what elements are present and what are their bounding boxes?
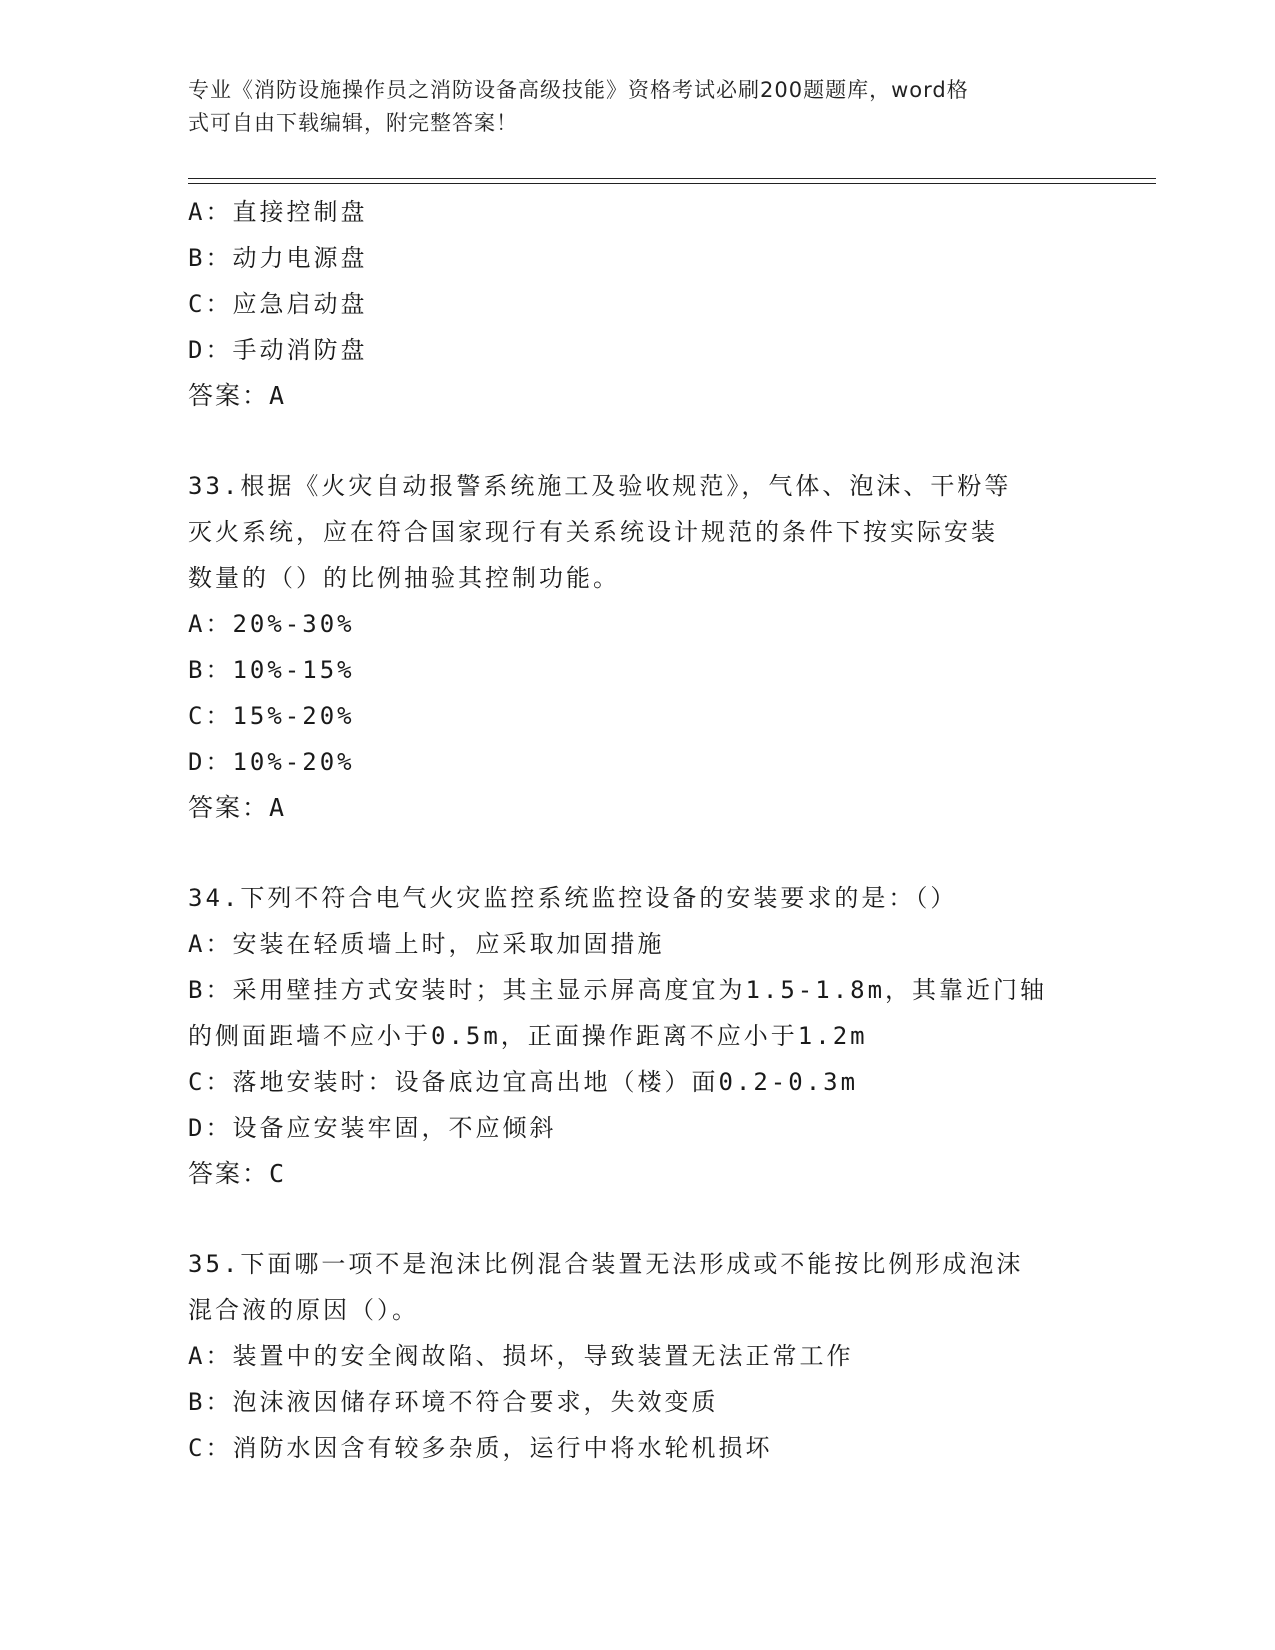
option-b: B：动力电源盘: [188, 244, 368, 272]
question-stem: 灭火系统，应在符合国家现行有关系统设计规范的条件下按实际安装: [188, 518, 998, 546]
option-b-continued: 的侧面距墙不应小于0.5m，正面操作距离不应小于1.2m: [188, 1022, 868, 1050]
answer-label: 答案：: [188, 793, 270, 822]
answer-label: 答案：: [188, 381, 270, 410]
answer-line: [188, 785, 1088, 831]
question-stem: 33.根据《火灾自动报警系统施工及验收规范》，气体、泡沫、干粉等: [188, 472, 1012, 500]
question-stem: 数量的（）的比例抽验其控制功能。: [188, 564, 620, 592]
question-32: [188, 189, 1088, 419]
option-c: C：落地安装时：设备底边宜高出地（楼）面0.2-0.3m: [188, 1068, 859, 1096]
question-stem: 34.下列不符合电气火灾监控系统监控设备的安装要求的是：（）: [188, 884, 958, 912]
option-c: C：应急启动盘: [188, 290, 368, 318]
option-b: B：采用壁挂方式安装时；其主显示屏高度宜为1.5-1.8m，其靠近门轴: [188, 976, 1048, 1004]
header-divider: [188, 178, 1156, 179]
answer-value: A: [269, 793, 287, 822]
question-stem: 35.下面哪一项不是泡沫比例混合装置无法形成或不能按比例形成泡沫: [188, 1250, 1024, 1278]
option-d: D：10%-20%: [188, 748, 355, 776]
answer-value: C: [269, 1159, 287, 1188]
question-34: [188, 875, 1088, 1197]
option-c: C：15%-20%: [188, 702, 355, 730]
option-a: A：直接控制盘: [188, 198, 368, 226]
option-c: C：消防水因含有较多杂质，运行中将水轮机损坏: [188, 1434, 773, 1462]
question-stem: 混合液的原因（）。: [188, 1296, 419, 1324]
question-list: [188, 189, 1088, 1471]
header-line: 式可自由下载编辑，附完整答案！: [188, 111, 518, 135]
option-a: A：安装在轻质墙上时，应采取加固措施: [188, 930, 665, 958]
question-35: [188, 1241, 1088, 1471]
answer-label: 答案：: [188, 1159, 270, 1188]
option-a: A：20%-30%: [188, 610, 355, 638]
header-line: 专业《消防设施操作员之消防设备高级技能》资格考试必刷200题题库，word格: [188, 78, 969, 102]
answer-line: [188, 373, 1088, 419]
option-d: D：设备应安装牢固，不应倾斜: [188, 1114, 557, 1142]
answer-value: A: [269, 381, 287, 410]
option-d: D：手动消防盘: [188, 336, 368, 364]
question-33: [188, 463, 1088, 831]
header-divider: [188, 183, 1156, 184]
option-a: A：装置中的安全阀故陷、损坏，导致装置无法正常工作: [188, 1342, 854, 1370]
option-b: B：泡沫液因储存环境不符合要求，失效变质: [188, 1388, 719, 1416]
answer-line: [188, 1151, 1088, 1197]
option-b: B：10%-15%: [188, 656, 355, 684]
document-header: [188, 74, 1078, 140]
